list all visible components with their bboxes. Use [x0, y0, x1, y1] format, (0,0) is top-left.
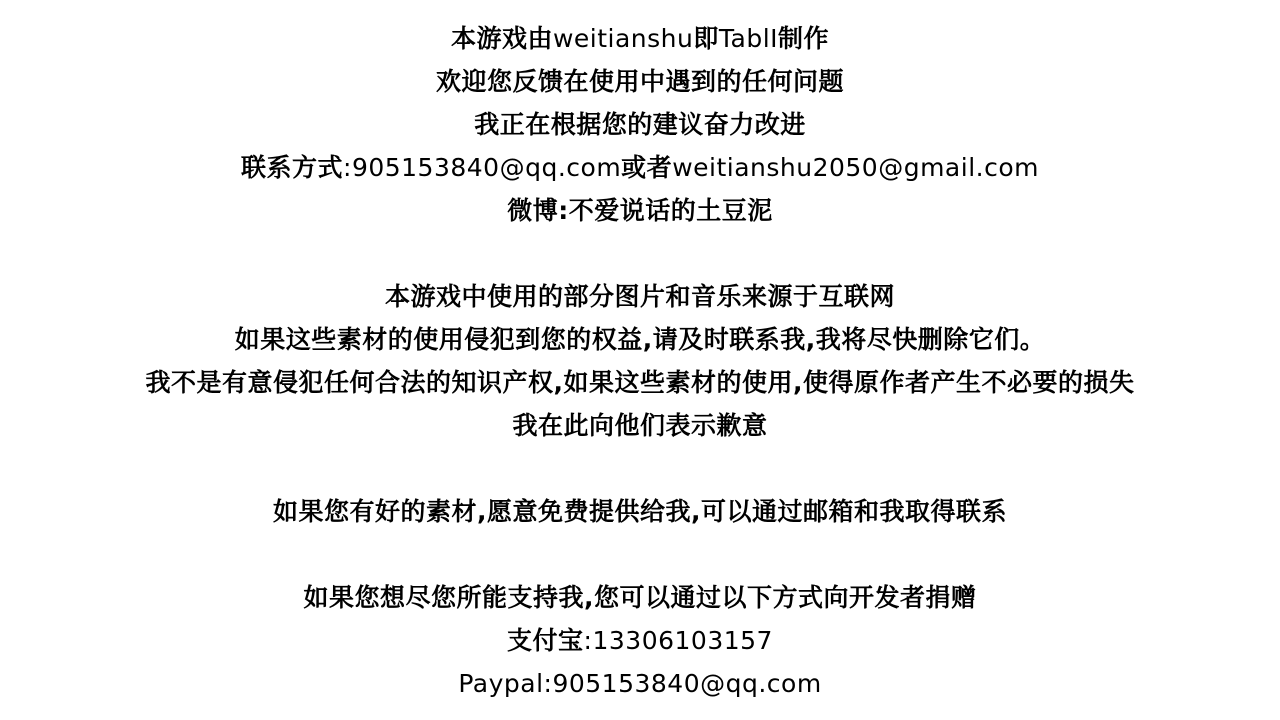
no-intent-line: 我不是有意侵犯任何合法的知识产权,如果这些素材的使用,使得原作者产生不必要的损失 [145, 368, 1135, 397]
contact-email-qq: 905153840@qq.com [351, 153, 622, 182]
author-suffix: 制作 [778, 24, 830, 53]
alipay-colon: : [583, 626, 593, 655]
weibo-colon: : [558, 196, 569, 225]
alipay-label: 支付宝 [507, 626, 584, 655]
apology-line: 我在此向他们表示歉意 [512, 411, 768, 440]
contact-email-gmail: weitianshu2050@gmail.com [672, 153, 1039, 182]
contact-label: 联系方式 [240, 153, 343, 182]
author-prefix: 本游戏由 [450, 24, 553, 53]
author-alias: TablI [718, 24, 779, 53]
contact-line [241, 146, 1039, 189]
weibo-name: 不爱说话的土豆泥 [568, 196, 773, 225]
contact-colon: : [343, 153, 352, 182]
feedback-welcome-line: 欢迎您反馈在使用中遇到的任何问题 [435, 67, 844, 96]
improving-line: 我正在根据您的建议奋力改进 [474, 110, 806, 139]
infringement-line: 如果这些素材的使用侵犯到您的权益,请及时联系我,我将尽快删除它们。 [234, 325, 1046, 354]
author-mid: 即 [693, 24, 719, 53]
donate-intro-line: 如果您想尽您所能支持我,您可以通过以下方式向开发者捐赠 [303, 583, 977, 612]
paypal-label: Paypal [458, 669, 544, 698]
free-assets-line: 如果您有好的素材,愿意免费提供给我,可以通过邮箱和我取得联系 [273, 497, 1007, 526]
alipay-account: 13306103157 [592, 626, 773, 655]
weibo-label: 微博 [507, 196, 559, 225]
alipay-line [507, 619, 773, 662]
author-line [451, 17, 829, 60]
assets-source-line: 本游戏中使用的部分图片和音乐来源于互联网 [384, 282, 895, 311]
credits-screen [0, 17, 1280, 705]
paypal-line [458, 662, 821, 705]
weibo-line [507, 189, 773, 232]
author-name: weitianshu [552, 24, 694, 53]
paypal-account: 905153840@qq.com [552, 669, 822, 698]
contact-or: 或者 [621, 153, 673, 182]
paypal-colon: : [543, 669, 553, 698]
